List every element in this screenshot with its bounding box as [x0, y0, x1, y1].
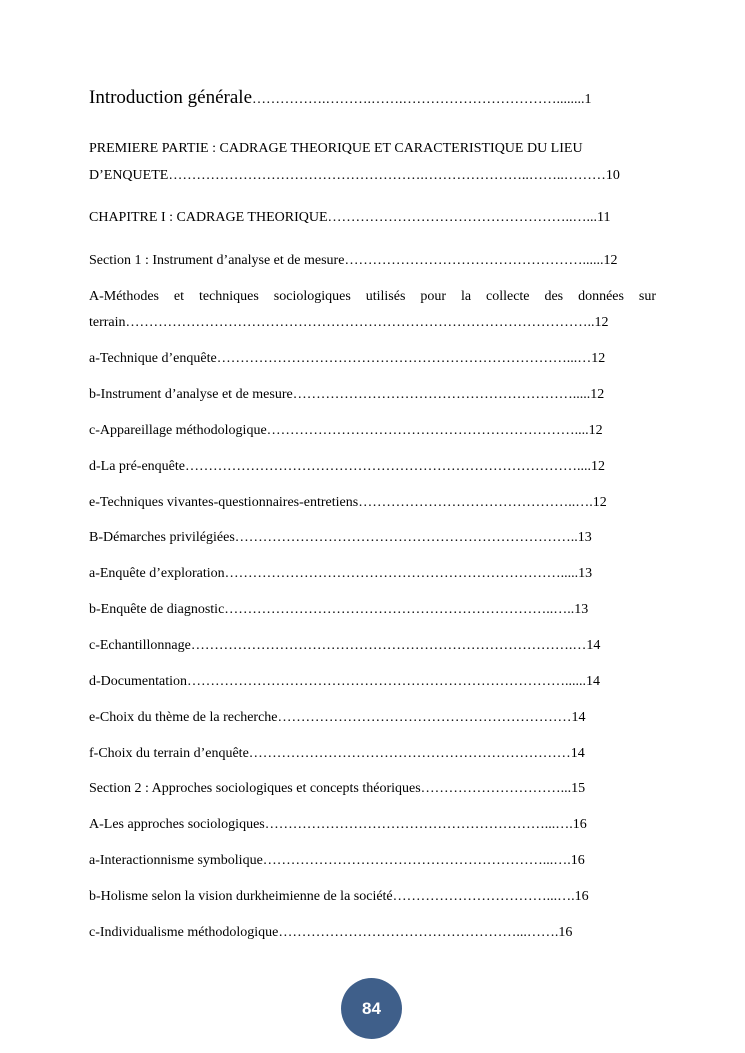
toc-entry-title: b-Instrument d’analyse et de mesure: [89, 387, 293, 402]
toc-entry-title: c-Echantillonnage: [89, 638, 191, 653]
toc-entry-methodes-cont: [89, 314, 609, 332]
toc-entry-leader: ……………………………………………..…...: [327, 210, 598, 225]
toc-entry-title: a-Enquête d’exploration: [89, 566, 225, 581]
toc-entry-leader: ……………………………………………………...….: [262, 853, 571, 868]
toc-entry-section-2: [89, 780, 585, 798]
toc-entry-page: 16: [558, 925, 573, 940]
toc-entry-title: e-Techniques vivantes-questionnaires-entretiens: [89, 495, 359, 510]
toc-entry-individualisme: [89, 924, 572, 942]
toc-entry-leader: ……………………………………………………………: [248, 746, 571, 761]
toc-entry-leader: ………………………………………..….: [358, 495, 593, 510]
toc-entry-leader: ………………………………………………………………..: [234, 530, 578, 545]
toc-entry-premiere-partie: [89, 140, 583, 158]
toc-entry-choix-theme: [89, 709, 586, 727]
toc-entry-chapitre-1: [89, 209, 611, 227]
toc-entry-page: 14: [586, 638, 601, 653]
toc-entry-leader: ……………………………………………………………..…..: [224, 602, 575, 617]
toc-entry-leader: …………………………………………………………....: [266, 423, 589, 438]
toc-entry-choix-terrain: [89, 745, 585, 763]
toc-entry-documentation: [89, 673, 600, 691]
toc-entry-title: PREMIERE PARTIE : CADRAGE THEORIQUE ET CARACTERISTIQUE DU LIEU: [89, 141, 583, 156]
toc-entry-title: f-Choix du terrain d’enquête: [89, 746, 249, 761]
toc-entry-title: A-Les approches sociologiques: [89, 817, 265, 832]
toc-entry-title: D’ENQUETE: [89, 168, 169, 183]
toc-entry-page: 16: [570, 853, 585, 868]
toc-entry-page: 1: [584, 92, 592, 107]
toc-entry-leader: ……………………………………………………………….....: [224, 566, 579, 581]
toc-entry-page: 12: [591, 351, 606, 366]
toc-entry-approches: [89, 816, 587, 834]
toc-entry-page: 14: [571, 710, 586, 725]
toc-entry-page: 12: [590, 387, 605, 402]
toc-entry-title: a-Technique d’enquête: [89, 351, 217, 366]
toc-entry-page: 11: [597, 210, 611, 225]
toc-entry-title: b-Enquête de diagnostic: [89, 602, 225, 617]
toc-entry-page: 14: [585, 674, 600, 689]
toc-entry-title: a-Interactionnisme symbolique: [89, 853, 263, 868]
toc-entry-leader: ………………………………………………………………………………………..: [125, 315, 595, 330]
toc-entry-title: d-Documentation: [89, 674, 187, 689]
toc-entry-page: 12: [591, 459, 605, 474]
toc-entry-interactionnisme: [89, 852, 585, 870]
toc-entry-methodes: A-Méthodes et techniques sociologiques utilisés pour la collecte des données sur: [89, 289, 656, 304]
toc-entry-page: 12: [594, 315, 609, 330]
toc-entry-title: B-Démarches privilégiées: [89, 530, 235, 545]
toc-entry-appareillage: [89, 422, 603, 440]
toc-entry-premiere-partie-cont: [89, 167, 620, 185]
toc-entry-title: CHAPITRE I : CADRAGE THEORIQUE: [89, 210, 328, 225]
toc-entry-leader: …………………………...: [420, 781, 572, 796]
toc-entry-diagnostic: [89, 601, 588, 619]
toc-entry-page: 12: [592, 495, 607, 510]
toc-entry-leader: ……………………………………………......: [344, 253, 604, 268]
toc-entry-title: c-Appareillage méthodologique: [89, 423, 267, 438]
toc-entry-title: b-Holisme selon la vision durkheimienne de la société: [89, 889, 393, 904]
toc-entry-leader: …………….……….…….……………………………........: [252, 92, 585, 107]
toc-entry-page: 13: [574, 602, 589, 617]
toc-entry-page: 15: [571, 781, 586, 796]
toc-entry-title: c-Individualisme méthodologique: [89, 925, 279, 940]
toc-entry-page: 12: [603, 253, 618, 268]
toc-entry-title: e-Choix du thème de la recherche: [89, 710, 278, 725]
toc-entry-technique-enquete: [89, 350, 605, 368]
toc-entry-echantillonnage: [89, 637, 600, 655]
toc-entry-section-1: [89, 252, 617, 270]
toc-entry-page: 14: [570, 746, 585, 761]
toc-entry-leader: ……………………………………………………………………….…: [190, 638, 587, 653]
toc-entry-techniques-vivantes: [89, 494, 607, 512]
toc-entry-exploration: [89, 565, 592, 583]
toc-entry-demarches: [89, 529, 592, 547]
toc-entry-title: Section 1 : Instrument d’analyse et de mesure: [89, 253, 345, 268]
toc-entry-page: 12: [588, 423, 603, 438]
toc-entry-leader: ………………………………………………………: [277, 710, 572, 725]
toc-entry-leader: ……………………………...….: [392, 889, 575, 904]
toc-entry-leader: ………………………………………………………………………......: [186, 674, 586, 689]
toc-entry-introduction: [89, 89, 592, 109]
toc-entry-leader: ……………………………………………...…….: [278, 925, 559, 940]
toc-entry-title: terrain: [89, 315, 126, 330]
toc-entry-instrument: [89, 386, 604, 404]
toc-entry-leader: …………………………………………………………………...…: [216, 351, 592, 366]
toc-entry-page: 10: [605, 168, 620, 183]
page-number-badge: 84: [341, 978, 402, 1039]
toc-entry-page: 13: [577, 530, 592, 545]
toc-entry-title: d-La pré-enquête: [89, 459, 185, 474]
toc-entry-leader: ……………………………………………….…………………..……..………: [168, 168, 606, 183]
toc-entry-title: Section 2 : Approches sociologiques et concepts théoriques: [89, 781, 421, 796]
toc-entry-leader: ……………………………………………………...….: [264, 817, 573, 832]
toc-entry-leader: …………………………………………………….....: [292, 387, 591, 402]
toc-entry-page: 16: [574, 889, 589, 904]
toc-entry-holisme: [89, 888, 589, 906]
toc-entry-title: Introduction générale: [89, 87, 253, 108]
toc-entry-leader: …………………………………………………………………………....: [185, 459, 591, 474]
toc-entry-pre-enquete: [89, 458, 605, 476]
toc-entry-page: 13: [578, 566, 593, 581]
toc-entry-page: 16: [572, 817, 587, 832]
